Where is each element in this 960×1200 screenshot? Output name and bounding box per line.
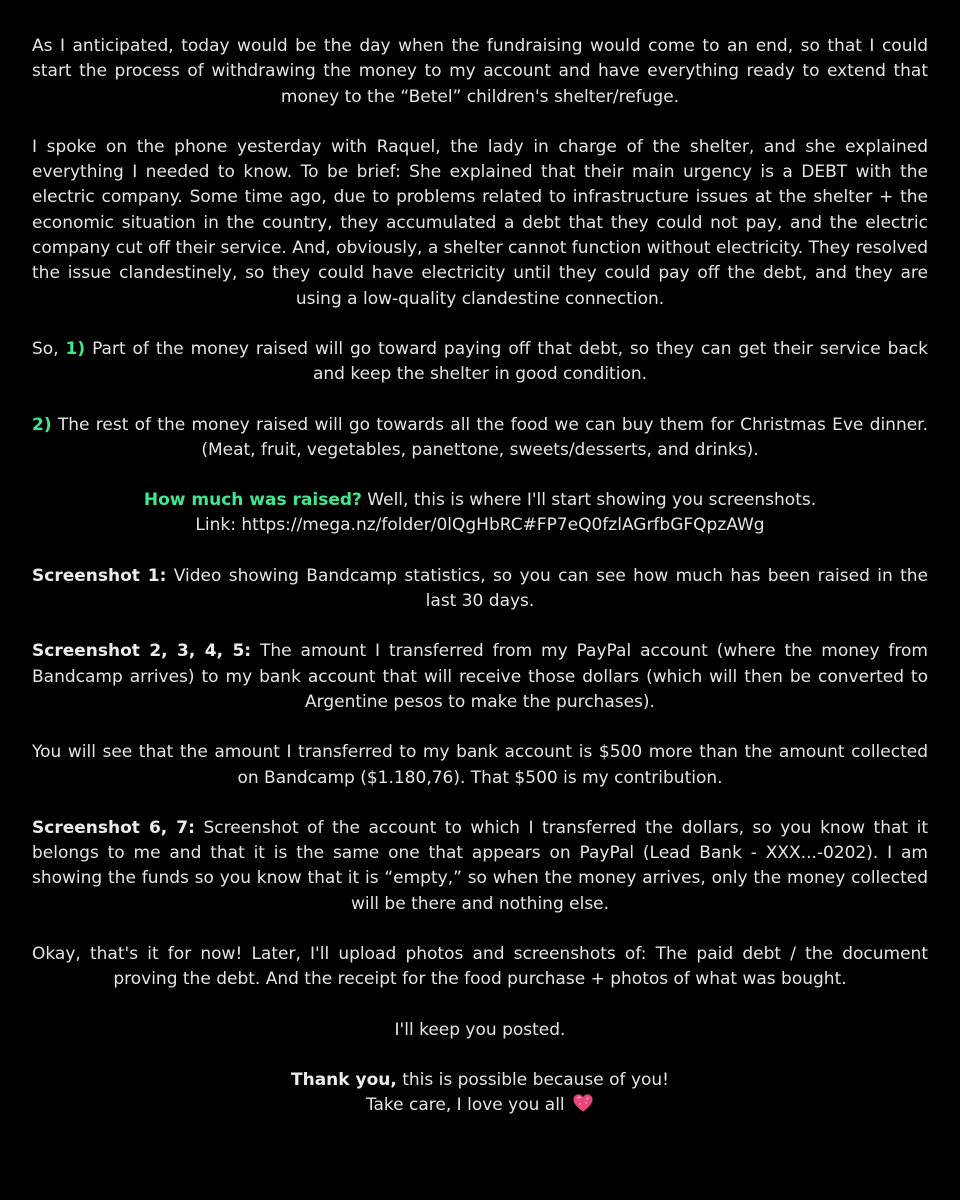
paragraph-how-much bbox=[32, 488, 928, 539]
contribution-text: You will see that the amount I transferred to my bank account is $500 more than the amount collected on Bandcamp ($1.180,76). That $500 is my contribution. bbox=[32, 742, 928, 788]
thank-you-text: this is possible because of you! bbox=[402, 1069, 669, 1090]
screenshot-6-7-label: Screenshot 6, 7: bbox=[32, 817, 195, 838]
point-one-marker: 1) bbox=[65, 338, 86, 359]
fundraiser-update-post bbox=[32, 34, 928, 1119]
paragraph-intro bbox=[32, 34, 928, 110]
point-two-text: The rest of the money raised will go towards all the food we can buy them for Christmas Eve dinner. (Meat, fruit, vegetables, panettone, sweets/desserts, and drinks). bbox=[57, 414, 929, 460]
intro-text: As I anticipated, today would be the day when the fundraising would come to an end, so that I could start the process of withdrawing the money to my account and have everything ready to extend that money to the “Betel” children's shelter/refuge. bbox=[32, 36, 928, 107]
paragraph-screenshot-6-7 bbox=[32, 816, 928, 917]
closing-text: Take care, I love you all bbox=[365, 1095, 565, 1116]
screenshot-1-label: Screenshot 1: bbox=[32, 565, 167, 586]
point-two-marker: 2) bbox=[32, 414, 52, 435]
sparkle-dot bbox=[579, 1103, 580, 1104]
sparkling-heart-icon bbox=[572, 1093, 594, 1113]
screenshot-1-text: Video showing Bandcamp statistics, so you can see how much has been raised in the last 30 days. bbox=[173, 565, 928, 612]
point-one-prefix: So, bbox=[32, 338, 59, 359]
heart-shape bbox=[574, 1095, 593, 1112]
paragraph-contribution bbox=[32, 740, 928, 791]
mega-folder-link[interactable]: https://mega.nz/folder/0lQgHbRC#FP7eQ0fzlAGrfbGFQpzAWg bbox=[241, 515, 765, 536]
link-label: Link: bbox=[195, 515, 236, 536]
paragraph-screenshot-2-5 bbox=[32, 639, 928, 715]
paragraph-thank-you bbox=[32, 1068, 928, 1119]
sparkle-dot bbox=[587, 1098, 589, 1100]
phone-call-text: I spoke on the phone yesterday with Raquel, the lady in charge of the shelter, and she explained everything I needed to know. To be brief: She explained that their main urgency is a DEBT with the electric company. Some time ago, due to problems related to infrastructure issues at the shelter + the economic situation in the country, they accumulated a debt that they could not pay, and the electric company cut off their service. And, obviously, a shelter cannot function without electricity. They resolved the issue clandestinely, so they could have electricity until they could pay off the debt, and they are using a low-quality clandestine connection. bbox=[32, 136, 928, 309]
point-one-text: Part of the money raised will go toward paying off that debt, so they can get their service back and keep the shelter in good condition. bbox=[92, 338, 928, 385]
paragraph-keep-posted bbox=[32, 1018, 928, 1043]
paragraph-point-one bbox=[32, 337, 928, 388]
screenshot-2-5-label: Screenshot 2, 3, 4, 5: bbox=[32, 641, 252, 662]
sparkle-dot bbox=[586, 1102, 587, 1103]
next-steps-text: Okay, that's it for now! Later, I'll upload photos and screenshots of: The paid debt / the document proving the debt. And the receipt for the food purchase + photos of what was bought. bbox=[32, 944, 928, 990]
paragraph-next-steps bbox=[32, 942, 928, 993]
paragraph-phone-call bbox=[32, 135, 928, 312]
paragraph-screenshot-1 bbox=[32, 564, 928, 615]
screenshot-6-7-text: Screenshot of the account to which I transferred the dollars, so you know that it belongs to me and that it is the same one that appears on PayPal (Lead Bank - XXX...-0202). I am showing the funds so you know that it is “empty,” so when the money arrives, only the money collected will be there and nothing else. bbox=[32, 817, 928, 914]
thank-you-bold: Thank you, bbox=[291, 1069, 397, 1090]
keep-posted-text: I'll keep you posted. bbox=[394, 1019, 566, 1040]
how-much-text: Well, this is where I'll start showing you screenshots. bbox=[367, 490, 817, 511]
paragraph-point-two bbox=[32, 413, 928, 464]
how-much-question: How much was raised? bbox=[143, 490, 362, 511]
screenshot-2-5-text: The amount I transferred from my PayPal account (where the money from Bandcamp arrives) to my bank account that will receive those dollars (which will then be converted to Argentine pesos to make the purchases). bbox=[32, 641, 928, 712]
